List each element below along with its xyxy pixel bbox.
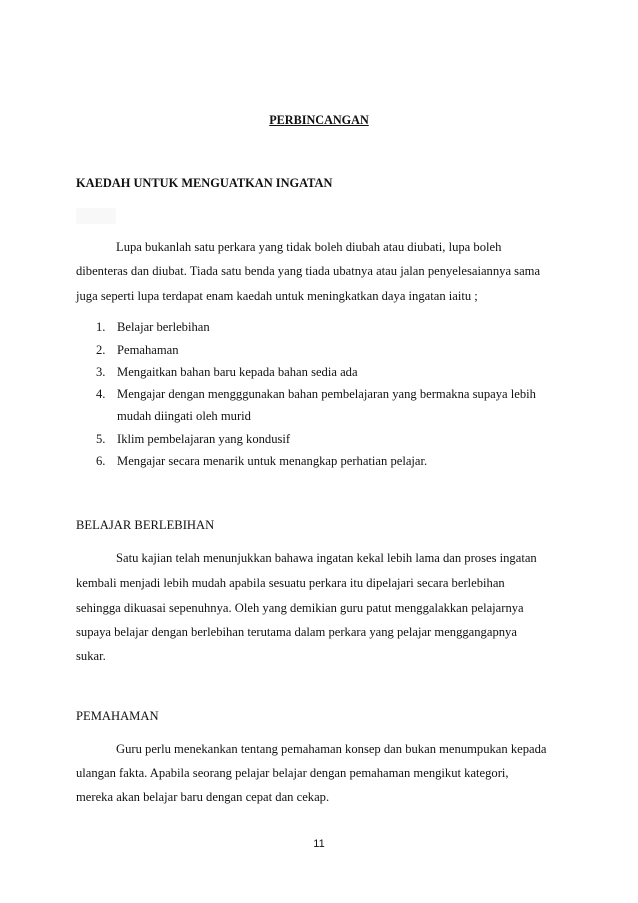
list-item: Pemahaman bbox=[117, 343, 179, 357]
paragraph-line: ulangan fakta. Apabila seorang pelajar belajar dengan pemahaman mengikut kategori, bbox=[76, 766, 509, 780]
paragraph-line: juga seperti lupa terdapat enam kaedah untuk meningkatkan daya ingatan iaitu ; bbox=[76, 289, 478, 303]
paragraph-line: kembali menjadi lebih mudah apabila sesuatu perkara itu dipelajari secara berlebihan bbox=[76, 576, 505, 590]
paragraph-line: Guru perlu menekankan tentang pemahaman konsep dan bukan menumpukan kepada bbox=[116, 742, 547, 756]
paragraph-line: supaya belajar dengan berlebihan terutama dalam perkara yang pelajar menggangapnya bbox=[76, 625, 517, 639]
list-number: 5. bbox=[96, 432, 106, 446]
list-number: 6. bbox=[96, 454, 106, 468]
paragraph-line: sukar. bbox=[76, 649, 106, 663]
paragraph-line: sehingga dikuasai sepenuhnya. Oleh yang demikian guru patut menggalakkan pelajarnya bbox=[76, 601, 524, 615]
page-number: 11 bbox=[313, 838, 325, 850]
list-item: Belajar berlebihan bbox=[117, 320, 210, 334]
list-item: Mengaitkan bahan baru kepada bahan sedia ada bbox=[117, 365, 358, 379]
list-item: Iklim pembelajaran yang kondusif bbox=[117, 432, 291, 446]
paragraph-line: dibenteras dan diubat. Tiada satu benda yang tiada ubatnya atau jalan penyelesaiannya sama bbox=[76, 264, 541, 278]
list-item-continuation: mudah diingati oleh murid bbox=[117, 409, 251, 423]
section-heading-belajar-berlebihan: BELAJAR BERLEBIHAN bbox=[76, 518, 215, 532]
list-number: 4. bbox=[96, 387, 106, 401]
paragraph-line: Satu kajian telah menunjukkan bahawa ingatan kekal lebih lama dan proses ingatan bbox=[116, 551, 537, 565]
blank-space bbox=[76, 208, 116, 224]
page-title: PERBINCANGAN bbox=[269, 113, 369, 127]
section-heading-pemahaman: PEMAHAMAN bbox=[76, 709, 159, 723]
paragraph-line: mereka akan belajar baru dengan cepat dan cekap. bbox=[76, 790, 330, 804]
list-number: 2. bbox=[96, 343, 106, 357]
list-number: 3. bbox=[96, 365, 106, 379]
list-item: Mengajar secara menarik untuk menangkap perhatian pelajar. bbox=[117, 454, 428, 468]
paragraph-line: Lupa bukanlah satu perkara yang tidak boleh diubah atau diubati, lupa boleh bbox=[116, 240, 502, 254]
list-number: 1. bbox=[96, 320, 106, 334]
section-heading-kaedah: KAEDAH UNTUK MENGUATKAN INGATAN bbox=[76, 176, 333, 190]
list-item: Mengajar dengan mengggunakan bahan pembelajaran yang bermakna supaya lebih bbox=[117, 387, 536, 401]
